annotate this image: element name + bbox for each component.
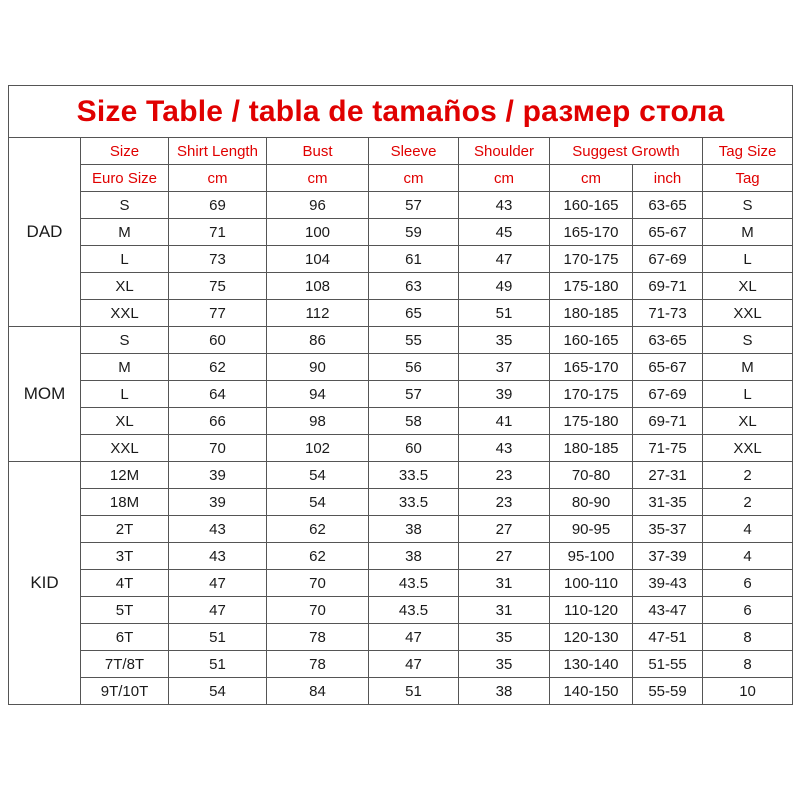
unit-growth-cm: cm [550, 165, 633, 192]
cell-tag: S [703, 327, 793, 354]
cell-growth-cm: 70-80 [550, 462, 633, 489]
cell-shoulder: 35 [459, 651, 550, 678]
cell-growth-inch: 65-67 [633, 354, 703, 381]
cell-tag: XL [703, 273, 793, 300]
header-shirt-length: Shirt Length [169, 138, 267, 165]
cell-growth-inch: 39-43 [633, 570, 703, 597]
cell-sleeve: 43.5 [369, 597, 459, 624]
table-row [9, 219, 793, 246]
cell-tag: 4 [703, 543, 793, 570]
cell-growth-inch: 27-31 [633, 462, 703, 489]
cell-shoulder: 35 [459, 327, 550, 354]
table-row [9, 246, 793, 273]
cell-size: 3T [81, 543, 169, 570]
cell-tag: L [703, 246, 793, 273]
cell-shoulder: 31 [459, 597, 550, 624]
table-row [9, 300, 793, 327]
table-title: Size Table / tabla de tamaños / размер стола [9, 86, 793, 138]
cell-shirt-length: 75 [169, 273, 267, 300]
cell-bust: 62 [267, 543, 369, 570]
cell-shoulder: 35 [459, 624, 550, 651]
cell-size: 5T [81, 597, 169, 624]
group-label-kid: KID [9, 462, 81, 705]
header-tag-size: Tag Size [703, 138, 793, 165]
cell-shoulder: 43 [459, 192, 550, 219]
cell-size: L [81, 381, 169, 408]
table-row [9, 651, 793, 678]
cell-tag: 2 [703, 462, 793, 489]
unit-growth-inch: inch [633, 165, 703, 192]
table-row [9, 462, 793, 489]
cell-growth-inch: 37-39 [633, 543, 703, 570]
cell-size: M [81, 219, 169, 246]
cell-sleeve: 59 [369, 219, 459, 246]
cell-growth-inch: 71-73 [633, 300, 703, 327]
cell-tag: 4 [703, 516, 793, 543]
cell-tag: 8 [703, 624, 793, 651]
table-row [9, 327, 793, 354]
cell-growth-inch: 35-37 [633, 516, 703, 543]
cell-growth-cm: 175-180 [550, 408, 633, 435]
unit-sleeve: cm [369, 165, 459, 192]
cell-growth-inch: 71-75 [633, 435, 703, 462]
cell-tag: 6 [703, 570, 793, 597]
cell-sleeve: 43.5 [369, 570, 459, 597]
cell-bust: 98 [267, 408, 369, 435]
header-row [9, 138, 793, 165]
cell-bust: 84 [267, 678, 369, 705]
size-table-sheet [8, 85, 792, 705]
table-row [9, 678, 793, 705]
cell-sleeve: 47 [369, 651, 459, 678]
cell-size: XXL [81, 300, 169, 327]
cell-tag: S [703, 192, 793, 219]
table-row [9, 570, 793, 597]
cell-shoulder: 45 [459, 219, 550, 246]
cell-bust: 112 [267, 300, 369, 327]
cell-shoulder: 39 [459, 381, 550, 408]
cell-growth-inch: 47-51 [633, 624, 703, 651]
cell-shoulder: 37 [459, 354, 550, 381]
cell-bust: 102 [267, 435, 369, 462]
table-row [9, 381, 793, 408]
header-shoulder: Shoulder [459, 138, 550, 165]
size-table [8, 85, 793, 705]
cell-shirt-length: 47 [169, 570, 267, 597]
cell-size: S [81, 327, 169, 354]
cell-shoulder: 31 [459, 570, 550, 597]
cell-growth-cm: 175-180 [550, 273, 633, 300]
title-row [9, 86, 793, 138]
cell-growth-cm: 165-170 [550, 354, 633, 381]
unit-row [9, 165, 793, 192]
cell-shoulder: 43 [459, 435, 550, 462]
table-row [9, 273, 793, 300]
cell-bust: 90 [267, 354, 369, 381]
cell-bust: 96 [267, 192, 369, 219]
cell-sleeve: 55 [369, 327, 459, 354]
cell-size: XL [81, 273, 169, 300]
cell-bust: 70 [267, 597, 369, 624]
cell-size: 2T [81, 516, 169, 543]
cell-growth-cm: 120-130 [550, 624, 633, 651]
cell-size: 6T [81, 624, 169, 651]
cell-bust: 78 [267, 651, 369, 678]
cell-growth-cm: 170-175 [550, 381, 633, 408]
cell-shoulder: 23 [459, 462, 550, 489]
cell-sleeve: 57 [369, 381, 459, 408]
group-label-dad: DAD [9, 138, 81, 327]
cell-growth-inch: 43-47 [633, 597, 703, 624]
cell-shirt-length: 70 [169, 435, 267, 462]
cell-size: XL [81, 408, 169, 435]
cell-growth-cm: 95-100 [550, 543, 633, 570]
cell-shoulder: 27 [459, 543, 550, 570]
cell-tag: M [703, 219, 793, 246]
cell-growth-cm: 140-150 [550, 678, 633, 705]
cell-bust: 86 [267, 327, 369, 354]
cell-growth-inch: 63-65 [633, 327, 703, 354]
cell-sleeve: 57 [369, 192, 459, 219]
cell-shirt-length: 51 [169, 651, 267, 678]
cell-sleeve: 60 [369, 435, 459, 462]
cell-sleeve: 47 [369, 624, 459, 651]
cell-growth-inch: 65-67 [633, 219, 703, 246]
cell-growth-inch: 31-35 [633, 489, 703, 516]
cell-shirt-length: 43 [169, 543, 267, 570]
cell-tag: 10 [703, 678, 793, 705]
cell-bust: 104 [267, 246, 369, 273]
cell-sleeve: 63 [369, 273, 459, 300]
cell-tag: XXL [703, 300, 793, 327]
cell-sleeve: 58 [369, 408, 459, 435]
cell-growth-cm: 130-140 [550, 651, 633, 678]
cell-growth-cm: 170-175 [550, 246, 633, 273]
cell-growth-inch: 67-69 [633, 381, 703, 408]
cell-growth-cm: 180-185 [550, 435, 633, 462]
cell-growth-cm: 80-90 [550, 489, 633, 516]
cell-bust: 100 [267, 219, 369, 246]
cell-growth-cm: 180-185 [550, 300, 633, 327]
cell-growth-cm: 110-120 [550, 597, 633, 624]
cell-size: 12M [81, 462, 169, 489]
table-row [9, 354, 793, 381]
cell-sleeve: 51 [369, 678, 459, 705]
cell-growth-inch: 69-71 [633, 273, 703, 300]
cell-bust: 94 [267, 381, 369, 408]
header-suggest-growth: Suggest Growth [550, 138, 703, 165]
cell-size: 4T [81, 570, 169, 597]
cell-growth-inch: 55-59 [633, 678, 703, 705]
cell-tag: 2 [703, 489, 793, 516]
table-row [9, 516, 793, 543]
cell-shirt-length: 69 [169, 192, 267, 219]
cell-growth-cm: 100-110 [550, 570, 633, 597]
cell-shirt-length: 73 [169, 246, 267, 273]
cell-size: M [81, 354, 169, 381]
cell-tag: L [703, 381, 793, 408]
header-sleeve: Sleeve [369, 138, 459, 165]
cell-growth-cm: 160-165 [550, 327, 633, 354]
cell-shirt-length: 62 [169, 354, 267, 381]
cell-bust: 78 [267, 624, 369, 651]
header-bust: Bust [267, 138, 369, 165]
cell-shirt-length: 39 [169, 462, 267, 489]
cell-shoulder: 27 [459, 516, 550, 543]
cell-bust: 54 [267, 489, 369, 516]
cell-shirt-length: 64 [169, 381, 267, 408]
cell-size: XXL [81, 435, 169, 462]
cell-bust: 108 [267, 273, 369, 300]
table-row [9, 489, 793, 516]
cell-growth-inch: 63-65 [633, 192, 703, 219]
cell-shoulder: 47 [459, 246, 550, 273]
cell-sleeve: 38 [369, 543, 459, 570]
cell-tag: 6 [703, 597, 793, 624]
cell-shirt-length: 77 [169, 300, 267, 327]
table-row [9, 408, 793, 435]
cell-tag: M [703, 354, 793, 381]
unit-euro-size: Euro Size [81, 165, 169, 192]
cell-growth-cm: 160-165 [550, 192, 633, 219]
unit-tag: Tag [703, 165, 793, 192]
cell-tag: XXL [703, 435, 793, 462]
cell-sleeve: 65 [369, 300, 459, 327]
table-row [9, 597, 793, 624]
cell-size: 7T/8T [81, 651, 169, 678]
unit-shirt-length: cm [169, 165, 267, 192]
cell-bust: 70 [267, 570, 369, 597]
unit-shoulder: cm [459, 165, 550, 192]
cell-shirt-length: 39 [169, 489, 267, 516]
cell-shoulder: 51 [459, 300, 550, 327]
table-row [9, 543, 793, 570]
cell-bust: 54 [267, 462, 369, 489]
cell-bust: 62 [267, 516, 369, 543]
cell-tag: 8 [703, 651, 793, 678]
cell-sleeve: 33.5 [369, 489, 459, 516]
unit-bust: cm [267, 165, 369, 192]
cell-shoulder: 38 [459, 678, 550, 705]
cell-growth-cm: 165-170 [550, 219, 633, 246]
group-label-mom: MOM [9, 327, 81, 462]
cell-size: S [81, 192, 169, 219]
cell-growth-inch: 69-71 [633, 408, 703, 435]
cell-growth-inch: 51-55 [633, 651, 703, 678]
cell-shirt-length: 54 [169, 678, 267, 705]
cell-shirt-length: 60 [169, 327, 267, 354]
cell-shirt-length: 66 [169, 408, 267, 435]
cell-shirt-length: 71 [169, 219, 267, 246]
cell-shirt-length: 51 [169, 624, 267, 651]
cell-shoulder: 41 [459, 408, 550, 435]
cell-sleeve: 61 [369, 246, 459, 273]
cell-shirt-length: 47 [169, 597, 267, 624]
cell-size: 9T/10T [81, 678, 169, 705]
cell-size: 18M [81, 489, 169, 516]
table-row [9, 192, 793, 219]
cell-sleeve: 38 [369, 516, 459, 543]
cell-shoulder: 49 [459, 273, 550, 300]
cell-size: L [81, 246, 169, 273]
cell-growth-cm: 90-95 [550, 516, 633, 543]
header-size: Size [81, 138, 169, 165]
cell-sleeve: 56 [369, 354, 459, 381]
cell-tag: XL [703, 408, 793, 435]
cell-shoulder: 23 [459, 489, 550, 516]
table-row [9, 435, 793, 462]
cell-growth-inch: 67-69 [633, 246, 703, 273]
cell-shirt-length: 43 [169, 516, 267, 543]
cell-sleeve: 33.5 [369, 462, 459, 489]
table-row [9, 624, 793, 651]
